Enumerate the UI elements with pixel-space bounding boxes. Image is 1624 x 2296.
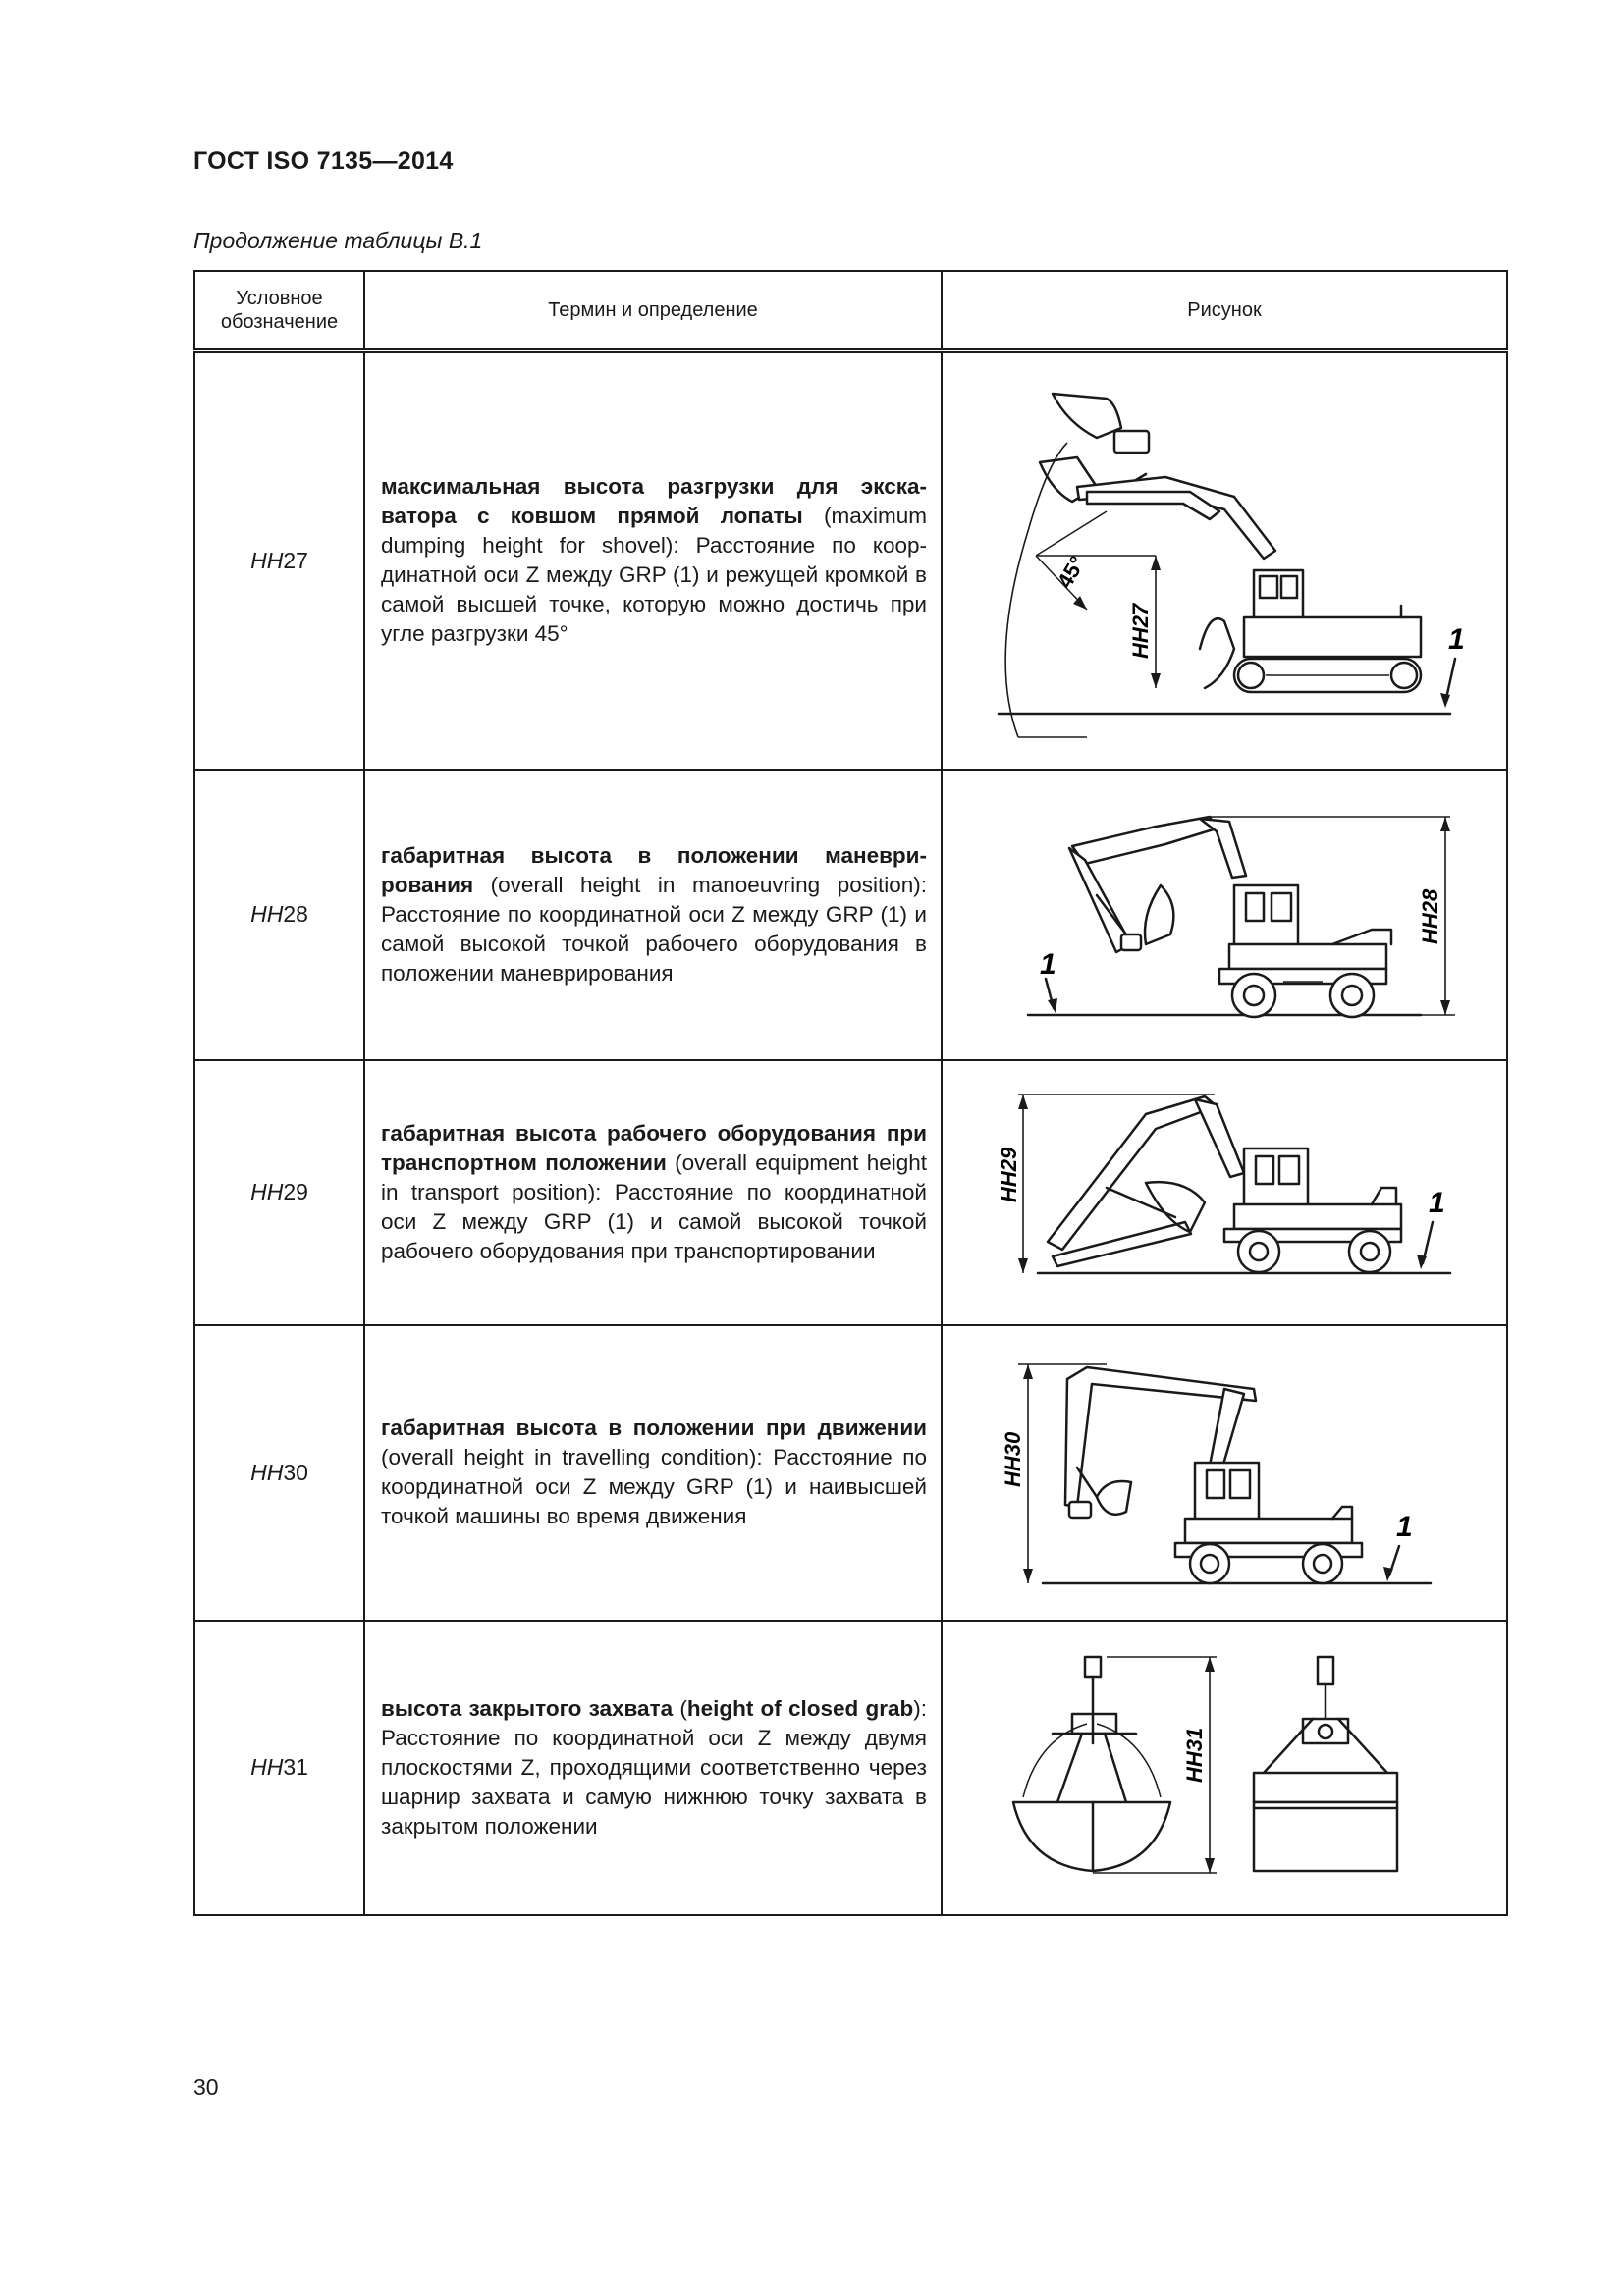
symbol-cell [194, 1621, 364, 1915]
document-header: ГОСТ ISO 7135—2014 [193, 147, 454, 175]
figure-cell [942, 1060, 1507, 1325]
header-term: Термин и определение [364, 271, 942, 351]
symbol-number: 28 [283, 901, 308, 927]
term-name: габаритная высота в положении при движении [381, 1415, 927, 1440]
wheeled-excavator-transport-drawing [959, 1075, 1489, 1310]
table-row [194, 1621, 1507, 1915]
term-definition: (maximum dumping height for shovel): Расстояние по координатной оси Z между GRP (1) и режущей кромкой в самой высшей точке, которую можно достичь при угле разгрузки 45° [381, 504, 928, 647]
reference-label: 1 [1040, 947, 1056, 981]
reference-label: 1 [1448, 623, 1465, 657]
symbol-prefix: HH [250, 1179, 284, 1204]
term-definition: (overall height in travelling condition): Расстояние по координатной оси Z между GRP (1) и наивысшей точкой машины во время движения [381, 1445, 927, 1528]
symbol-prefix: HH [250, 1754, 284, 1780]
table-row [194, 1060, 1507, 1325]
definition-cell [364, 1060, 942, 1325]
symbol-cell [194, 1060, 364, 1325]
angle-label: 45° [1052, 552, 1090, 593]
figure-cell [942, 770, 1507, 1060]
definition-cell [364, 351, 942, 770]
term-name: габаритная высота рабочего оборудования при транспортном положении [381, 1120, 927, 1175]
table-header-row [194, 271, 1507, 351]
symbol-number: 29 [283, 1179, 308, 1204]
term-name: высота закрытого захвата [381, 1695, 674, 1721]
figure-cell [942, 1325, 1507, 1621]
dimension-label: HH28 [1418, 888, 1442, 944]
term-name: максимальная высота разгрузки для экскаватора с ковшом прямой лопаты [381, 474, 927, 529]
symbol-number: 27 [283, 547, 308, 573]
definition-cell [364, 1325, 942, 1621]
shovel-excavator-drawing [959, 364, 1489, 757]
symbol-prefix: HH [250, 901, 284, 927]
term-name: габаритная высота в положении маневрирования [381, 842, 927, 897]
symbol-cell [194, 770, 364, 1060]
symbol-prefix: HH [250, 547, 284, 573]
term-definition: (overall height in manoeuvring position): Расстояние по координатной оси Z между GRP (1) и самой высокой точкой рабочего оборудования в положении маневрирования [381, 872, 927, 986]
symbol-number: 30 [283, 1459, 308, 1485]
symbol-cell [194, 351, 364, 770]
definition-cell [364, 1621, 942, 1915]
reference-label: 1 [1396, 1511, 1413, 1543]
table-caption: Продолжение таблицы В.1 [193, 228, 483, 253]
definitions-table [193, 270, 1508, 1916]
symbol-number: 31 [283, 1754, 308, 1780]
reference-label: 1 [1429, 1186, 1445, 1219]
definition-prefix: ( [673, 1695, 687, 1721]
table-row [194, 1325, 1507, 1621]
dimension-label: HH30 [1001, 1431, 1025, 1487]
table-row [194, 770, 1507, 1060]
table-row [194, 351, 1507, 770]
symbol-cell [194, 1325, 364, 1621]
dimension-label: HH27 [1128, 604, 1153, 660]
wheeled-excavator-travelling-drawing [959, 1340, 1489, 1605]
dimension-label: HH29 [997, 1147, 1021, 1202]
wheeled-excavator-manoeuvring-drawing [959, 787, 1489, 1042]
term-definition: ): Расстояние по координатной оси Z между двумя плоскостями Z, проходящими соответственно через шарнир захвата и самую нижнюю точку захвата в закрытом положении [381, 1695, 927, 1839]
header-figure: Рисунок [942, 271, 1507, 351]
term-definition: (overall equipment height in transport position): Расстояние по координатной оси Z между GRP (1) и самой высокой точкой рабочего оборудования при транспортировании [381, 1149, 927, 1263]
header-symbol: Условное обозначение [194, 271, 364, 351]
term-english: height of closed grab [686, 1695, 914, 1721]
closed-grab-drawing [959, 1635, 1489, 1900]
page-number: 30 [193, 2074, 219, 2100]
figure-cell [942, 351, 1507, 770]
symbol-prefix: HH [250, 1459, 284, 1485]
dimension-label: HH31 [1182, 1727, 1207, 1783]
figure-cell [942, 1621, 1507, 1915]
definition-cell [364, 770, 942, 1060]
